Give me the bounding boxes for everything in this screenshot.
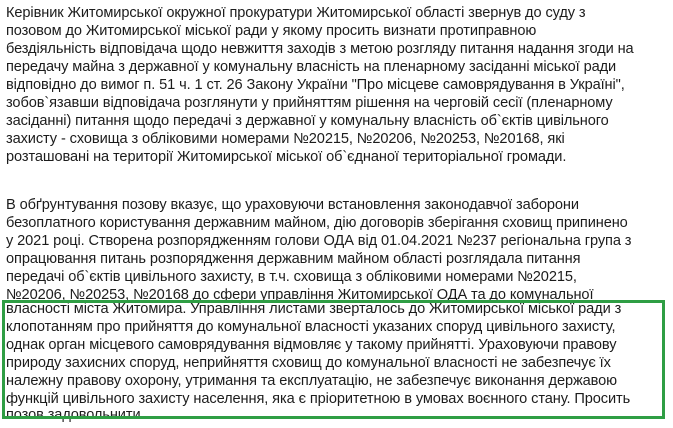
paragraph-1-line-4: передачу майна з державної у комунальну власність на пленарному засіданні міської ради bbox=[6, 59, 617, 75]
paragraph-2-line-12: функцій цивільного захисту населення, яка є пріоритетною в умовах воєнного стану. Просить bbox=[6, 391, 631, 407]
paragraph-1-line-9: розташовані на території Житомирської міської об`єднаної територіальної громади. bbox=[6, 149, 567, 165]
paragraph-1-line-2: позовом до Житомирської міської ради у якому просить визнати протиправною bbox=[6, 23, 537, 39]
paragraph-2-line-10: природу захисних споруд, неприйняття сховищ до комунальної власності не забезпечує їх bbox=[6, 355, 611, 371]
paragraph-2-line-9: однак орган місцевого самоврядування відмовляє у такому прийнятті. Ураховуючи правову bbox=[6, 337, 617, 353]
paragraph-1-line-5: відповідно до вимог п. 51 ч. 1 ст. 26 Закону України "Про місцеве самоврядування в Україні", bbox=[6, 77, 625, 93]
paragraph-2-line-8: клопотанням про прийняття до комунальної власності указаних споруд цивільного захисту, bbox=[6, 319, 616, 335]
paragraph-2-line-7: власності міста Житомира. Управління листами зверталось до Житомирської міської ради з bbox=[6, 301, 622, 317]
paragraph-1-line-7: засіданні) питання щодо передачі з державної у комунальну власність об`єктів цивільного bbox=[6, 113, 609, 129]
paragraph-1-line-6: зобов`язавши відповідача розглянути у прийняттям рішення на черговій сесії (пленарному bbox=[6, 95, 613, 111]
paragraph-2-line-6: №20206, №20253, №20168 до сфери управління Житомирської ОДА та до комунальної bbox=[6, 287, 594, 303]
paragraph-2-line-1: В обґрунтування позову вказує, що ураховуючи встановлення законодавчої заборони bbox=[6, 197, 579, 213]
paragraph-2-line-2: безоплатного користування державним майном, дію договорів зберігання сховищ припинено bbox=[6, 215, 628, 231]
paragraph-1-line-3: бездіяльність відповідача щодо невжиття заходів з метою розгляду питання надання згоди на bbox=[6, 41, 634, 57]
paragraph-2-line-11: належну правову охорону, утримання та експлуатацію, не забезпечує виконання державою bbox=[6, 373, 617, 389]
paragraph-1-line-1: Керівник Житомирської окружної прокуратури Житомирської області звернув до суду з bbox=[6, 5, 586, 21]
paragraph-1-line-8: захисту - сховища з обліковими номерами №20215, №20206, №20253, №20168, які bbox=[6, 131, 565, 147]
paragraph-2-line-3: у 2021 році. Створена розпорядженням голови ОДА від 01.04.2021 №237 регіональна група з bbox=[6, 233, 632, 249]
paragraph-2-line-4: опрацювання питань розпорядження державним майном області розглядала питання bbox=[6, 251, 581, 267]
paragraph-2-line-13: позов задовольнити. bbox=[6, 407, 145, 423]
paragraph-2-line-5: передачі об`єктів цивільного захисту, в т.ч. сховища з обліковими номерами №20215, bbox=[6, 269, 577, 285]
